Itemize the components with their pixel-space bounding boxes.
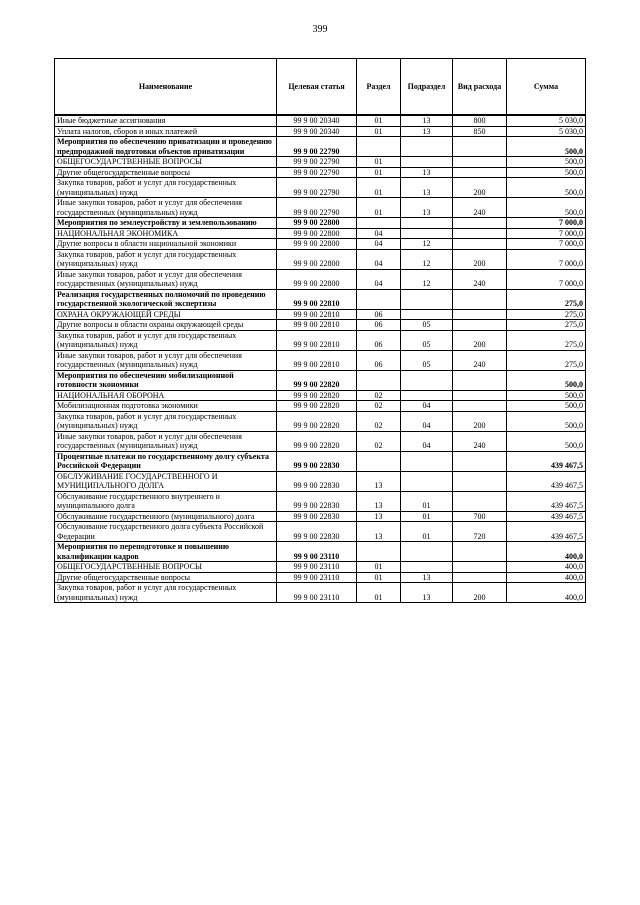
table-row xyxy=(55,228,586,239)
cell-subsection: 05 xyxy=(401,320,453,331)
cell-subsection xyxy=(401,309,453,320)
cell-expense-type: 240 xyxy=(453,269,507,289)
cell-expense-type xyxy=(453,157,507,168)
cell-amount: 500,0 xyxy=(507,390,586,401)
cell-amount: 400,0 xyxy=(507,562,586,573)
cell-expense-type xyxy=(453,401,507,412)
table-row xyxy=(55,157,586,168)
cell-name: ОХРАНА ОКРУЖАЮЩЕЙ СРЕДЫ xyxy=(55,309,277,320)
cell-name: НАЦИОНАЛЬНАЯ ОБОРОНА xyxy=(55,390,277,401)
cell-name: Закупка товаров, работ и услуг для государственных (муниципальных) нужд xyxy=(55,330,277,350)
table-row xyxy=(55,491,586,511)
cell-expense-type xyxy=(453,167,507,178)
page-number: 399 xyxy=(312,24,328,35)
cell-amount: 439 467,5 xyxy=(507,471,586,491)
cell-name: Иные закупки товаров, работ и услуг для обеспечения государственных (муниципальных) нужд xyxy=(55,350,277,370)
cell-amount: 439 467,5 xyxy=(507,522,586,542)
cell-section: 04 xyxy=(357,239,401,250)
cell-expense-type xyxy=(453,451,507,471)
cell-name: Обслуживание государственного долга субъекта Российской Федерации xyxy=(55,522,277,542)
cell-section xyxy=(357,370,401,390)
table-row xyxy=(55,431,586,451)
cell-section xyxy=(357,542,401,562)
cell-target-article: 99 9 00 22810 xyxy=(277,289,357,309)
cell-section: 02 xyxy=(357,411,401,431)
cell-section: 04 xyxy=(357,269,401,289)
cell-target-article: 99 9 00 22800 xyxy=(277,249,357,269)
cell-subsection xyxy=(401,562,453,573)
cell-amount: 500,0 xyxy=(507,198,586,218)
cell-name: Мероприятия по обеспечению мобилизационной готовности экономики xyxy=(55,370,277,390)
table-row-group xyxy=(55,289,586,309)
cell-expense-type: 800 xyxy=(453,115,507,126)
header-expense-type: Вид расхода xyxy=(453,59,507,116)
cell-subsection: 05 xyxy=(401,330,453,350)
cell-expense-type xyxy=(453,289,507,309)
cell-name: Другие вопросы в области охраны окружающей среды xyxy=(55,320,277,331)
cell-section: 02 xyxy=(357,431,401,451)
cell-name: Иные закупки товаров, работ и услуг для обеспечения государственных (муниципальных) нужд xyxy=(55,269,277,289)
table-row-group xyxy=(55,137,586,157)
cell-section: 13 xyxy=(357,491,401,511)
cell-expense-type xyxy=(453,471,507,491)
cell-amount: 500,0 xyxy=(507,431,586,451)
cell-amount: 439 467,5 xyxy=(507,511,586,522)
cell-subsection: 13 xyxy=(401,167,453,178)
cell-amount: 500,0 xyxy=(507,167,586,178)
table-row xyxy=(55,320,586,331)
cell-expense-type: 240 xyxy=(453,350,507,370)
cell-target-article: 99 9 00 22810 xyxy=(277,309,357,320)
cell-name: Другие вопросы в области национальной экономики xyxy=(55,239,277,250)
cell-name: Обслуживание государственного (муниципального) долга xyxy=(55,511,277,522)
cell-subsection xyxy=(401,157,453,168)
table-row xyxy=(55,522,586,542)
cell-section: 04 xyxy=(357,228,401,239)
cell-expense-type: 700 xyxy=(453,511,507,522)
cell-amount: 500,0 xyxy=(507,157,586,168)
cell-section: 01 xyxy=(357,572,401,583)
cell-section: 01 xyxy=(357,167,401,178)
cell-expense-type xyxy=(453,320,507,331)
cell-amount: 5 030,0 xyxy=(507,126,586,137)
cell-name: Мероприятия по обеспечению приватизации и проведению предпродажной подготовки объектов приватизации xyxy=(55,137,277,157)
cell-subsection xyxy=(401,370,453,390)
header-subsection: Подраздел xyxy=(401,59,453,116)
cell-section: 13 xyxy=(357,511,401,522)
cell-amount: 7 000,0 xyxy=(507,239,586,250)
cell-target-article: 99 9 00 23110 xyxy=(277,572,357,583)
cell-amount: 439 467,5 xyxy=(507,451,586,471)
budget-table xyxy=(54,58,586,603)
cell-amount: 275,0 xyxy=(507,350,586,370)
header-section: Раздел xyxy=(357,59,401,116)
cell-expense-type xyxy=(453,562,507,573)
header-amount: Сумма xyxy=(507,59,586,116)
cell-name: Закупка товаров, работ и услуг для государственных (муниципальных) нужд xyxy=(55,249,277,269)
table-row xyxy=(55,126,586,137)
cell-amount: 500,0 xyxy=(507,137,586,157)
cell-target-article: 99 9 00 22830 xyxy=(277,451,357,471)
cell-section xyxy=(357,218,401,229)
table-row xyxy=(55,562,586,573)
cell-target-article: 99 9 00 22830 xyxy=(277,522,357,542)
cell-amount: 500,0 xyxy=(507,178,586,198)
table-row xyxy=(55,401,586,412)
cell-expense-type: 200 xyxy=(453,583,507,603)
cell-expense-type xyxy=(453,370,507,390)
cell-target-article: 99 9 00 23110 xyxy=(277,562,357,573)
cell-subsection xyxy=(401,542,453,562)
cell-target-article: 99 9 00 22790 xyxy=(277,167,357,178)
cell-target-article: 99 9 00 22820 xyxy=(277,431,357,451)
cell-amount: 7 000,0 xyxy=(507,249,586,269)
cell-amount: 7 000,0 xyxy=(507,269,586,289)
cell-section xyxy=(357,289,401,309)
table-row-group xyxy=(55,370,586,390)
cell-name: Другие общегосударственные вопросы xyxy=(55,572,277,583)
cell-expense-type: 200 xyxy=(453,411,507,431)
cell-target-article: 99 9 00 22800 xyxy=(277,228,357,239)
cell-expense-type: 720 xyxy=(453,522,507,542)
cell-name: Мобилизационная подготовка экономики xyxy=(55,401,277,412)
cell-subsection: 05 xyxy=(401,350,453,370)
cell-section: 02 xyxy=(357,390,401,401)
cell-target-article: 99 9 00 22790 xyxy=(277,157,357,168)
cell-target-article: 99 9 00 22830 xyxy=(277,511,357,522)
table-row xyxy=(55,390,586,401)
cell-section: 01 xyxy=(357,126,401,137)
cell-target-article: 99 9 00 22790 xyxy=(277,198,357,218)
cell-section: 06 xyxy=(357,309,401,320)
cell-expense-type: 200 xyxy=(453,330,507,350)
table-row xyxy=(55,249,586,269)
cell-section: 06 xyxy=(357,330,401,350)
table-row xyxy=(55,167,586,178)
table-header xyxy=(55,59,586,116)
cell-target-article: 99 9 00 22800 xyxy=(277,269,357,289)
cell-target-article: 99 9 00 22820 xyxy=(277,411,357,431)
cell-section: 01 xyxy=(357,583,401,603)
table-row xyxy=(55,198,586,218)
cell-target-article: 99 9 00 23110 xyxy=(277,583,357,603)
cell-amount: 400,0 xyxy=(507,583,586,603)
cell-name: Обслуживание государственного внутреннего и муниципального долга xyxy=(55,491,277,511)
cell-subsection: 13 xyxy=(401,126,453,137)
cell-section: 06 xyxy=(357,350,401,370)
cell-target-article: 99 9 00 22810 xyxy=(277,320,357,331)
cell-name: ОБСЛУЖИВАНИЕ ГОСУДАРСТВЕННОГО И МУНИЦИПАЛЬНОГО ДОЛГА xyxy=(55,471,277,491)
cell-amount: 7 000,0 xyxy=(507,218,586,229)
cell-subsection: 13 xyxy=(401,572,453,583)
cell-subsection: 01 xyxy=(401,511,453,522)
cell-subsection: 04 xyxy=(401,411,453,431)
cell-amount: 439 467,5 xyxy=(507,491,586,511)
table-row xyxy=(55,115,586,126)
table-row xyxy=(55,511,586,522)
cell-subsection: 13 xyxy=(401,583,453,603)
cell-section xyxy=(357,451,401,471)
cell-name: НАЦИОНАЛЬНАЯ ЭКОНОМИКА xyxy=(55,228,277,239)
cell-subsection xyxy=(401,390,453,401)
table-body xyxy=(55,115,586,603)
cell-subsection: 12 xyxy=(401,239,453,250)
cell-expense-type xyxy=(453,390,507,401)
cell-expense-type xyxy=(453,218,507,229)
cell-expense-type xyxy=(453,542,507,562)
table-row xyxy=(55,178,586,198)
cell-name: Другие общегосударственные вопросы xyxy=(55,167,277,178)
cell-name: Процентные платежи по государственному долгу субъекта Российской Федерации xyxy=(55,451,277,471)
cell-name: Уплата налогов, сборов и иных платежей xyxy=(55,126,277,137)
cell-name: ОБЩЕГОСУДАРСТВЕННЫЕ ВОПРОСЫ xyxy=(55,562,277,573)
cell-expense-type xyxy=(453,228,507,239)
cell-name: Иные бюджетные ассигнования xyxy=(55,115,277,126)
cell-amount: 400,0 xyxy=(507,572,586,583)
cell-target-article: 99 9 00 20340 xyxy=(277,126,357,137)
cell-amount: 500,0 xyxy=(507,401,586,412)
cell-subsection: 12 xyxy=(401,249,453,269)
header-name: Наименование xyxy=(55,59,277,116)
cell-target-article: 99 9 00 22830 xyxy=(277,471,357,491)
cell-subsection xyxy=(401,289,453,309)
cell-amount: 275,0 xyxy=(507,289,586,309)
cell-section: 04 xyxy=(357,249,401,269)
cell-subsection xyxy=(401,471,453,491)
cell-section: 13 xyxy=(357,522,401,542)
cell-name: Закупка товаров, работ и услуг для государственных (муниципальных) нужд xyxy=(55,583,277,603)
cell-subsection: 13 xyxy=(401,115,453,126)
cell-amount: 500,0 xyxy=(507,411,586,431)
cell-name: ОБЩЕГОСУДАРСТВЕННЫЕ ВОПРОСЫ xyxy=(55,157,277,168)
cell-target-article: 99 9 00 22800 xyxy=(277,239,357,250)
cell-name: Иные закупки товаров, работ и услуг для обеспечения государственных (муниципальных) нужд xyxy=(55,198,277,218)
cell-target-article: 99 9 00 22790 xyxy=(277,137,357,157)
cell-amount: 400,0 xyxy=(507,542,586,562)
cell-amount: 275,0 xyxy=(507,309,586,320)
table-row xyxy=(55,583,586,603)
cell-target-article: 99 9 00 23110 xyxy=(277,542,357,562)
cell-target-article: 99 9 00 22810 xyxy=(277,350,357,370)
cell-subsection: 04 xyxy=(401,431,453,451)
table-row xyxy=(55,309,586,320)
cell-amount: 500,0 xyxy=(507,370,586,390)
cell-section: 02 xyxy=(357,401,401,412)
cell-expense-type xyxy=(453,309,507,320)
cell-name: Иные закупки товаров, работ и услуг для обеспечения государственных (муниципальных) нужд xyxy=(55,431,277,451)
cell-subsection xyxy=(401,451,453,471)
cell-name: Реализация государственных полномочий по проведению государственной экологической экспертизы xyxy=(55,289,277,309)
table-row xyxy=(55,330,586,350)
cell-expense-type xyxy=(453,137,507,157)
cell-subsection xyxy=(401,218,453,229)
cell-name: Мероприятия по землеустройству и землепользованию xyxy=(55,218,277,229)
header-target-article: Целевая статья xyxy=(277,59,357,116)
cell-target-article: 99 9 00 22820 xyxy=(277,401,357,412)
cell-target-article: 99 9 00 22810 xyxy=(277,330,357,350)
cell-expense-type: 200 xyxy=(453,178,507,198)
cell-subsection: 12 xyxy=(401,269,453,289)
cell-subsection xyxy=(401,228,453,239)
cell-section: 13 xyxy=(357,471,401,491)
cell-target-article: 99 9 00 20340 xyxy=(277,115,357,126)
cell-subsection xyxy=(401,137,453,157)
cell-amount: 7 000,0 xyxy=(507,228,586,239)
cell-section: 01 xyxy=(357,157,401,168)
cell-section: 06 xyxy=(357,320,401,331)
cell-target-article: 99 9 00 22820 xyxy=(277,390,357,401)
cell-expense-type: 240 xyxy=(453,198,507,218)
cell-expense-type xyxy=(453,572,507,583)
cell-name: Мероприятия по переподготовке и повышению квалификации кадров xyxy=(55,542,277,562)
cell-subsection: 04 xyxy=(401,401,453,412)
table-row xyxy=(55,471,586,491)
cell-amount: 275,0 xyxy=(507,320,586,331)
cell-name: Закупка товаров, работ и услуг для государственных (муниципальных) нужд xyxy=(55,411,277,431)
cell-section: 01 xyxy=(357,115,401,126)
table-row xyxy=(55,411,586,431)
table-row xyxy=(55,350,586,370)
cell-expense-type xyxy=(453,239,507,250)
cell-amount: 5 030,0 xyxy=(507,115,586,126)
cell-name: Закупка товаров, работ и услуг для государственных (муниципальных) нужд xyxy=(55,178,277,198)
cell-target-article: 99 9 00 22800 xyxy=(277,218,357,229)
cell-amount: 275,0 xyxy=(507,330,586,350)
cell-subsection: 13 xyxy=(401,198,453,218)
cell-subsection: 01 xyxy=(401,491,453,511)
cell-target-article: 99 9 00 22790 xyxy=(277,178,357,198)
table-row xyxy=(55,239,586,250)
cell-expense-type: 850 xyxy=(453,126,507,137)
table-row-group xyxy=(55,542,586,562)
cell-expense-type: 200 xyxy=(453,249,507,269)
cell-section: 01 xyxy=(357,198,401,218)
cell-section: 01 xyxy=(357,562,401,573)
cell-section: 01 xyxy=(357,178,401,198)
cell-subsection: 01 xyxy=(401,522,453,542)
cell-target-article: 99 9 00 22830 xyxy=(277,491,357,511)
table-row xyxy=(55,572,586,583)
table-row-group xyxy=(55,218,586,229)
cell-expense-type xyxy=(453,491,507,511)
cell-section xyxy=(357,137,401,157)
table-row xyxy=(55,269,586,289)
cell-target-article: 99 9 00 22820 xyxy=(277,370,357,390)
table-row-group xyxy=(55,451,586,471)
cell-expense-type: 240 xyxy=(453,431,507,451)
cell-subsection: 13 xyxy=(401,178,453,198)
